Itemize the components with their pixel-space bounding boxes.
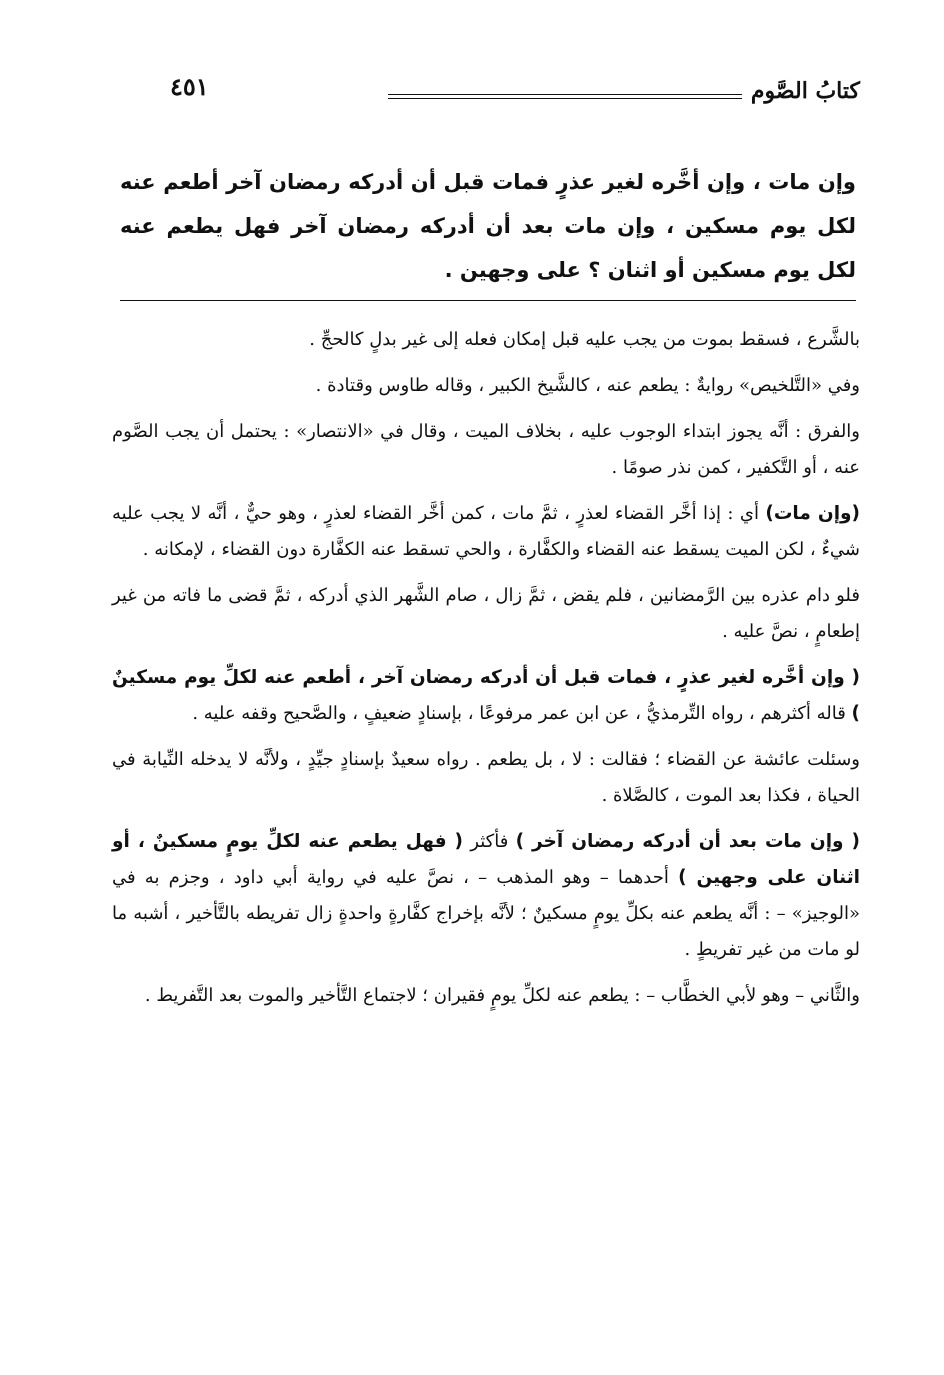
matn-quote: ( وإن مات بعد أن أدركه رمضان آخر ) [515,831,861,852]
paragraph: بالشَّرع ، فسقط بموت من يجب عليه قبل إمكان فعله إلى غير بدلٍ كالحجِّ . [309,329,860,350]
commentary-text: أي : إذا أخَّر القضاء لعذرٍ ، ثمَّ مات ، كمن أخَّر القضاء لعذرٍ ، وهو حيٌّ ، أنَّه لا يجب عليه شيءٌ ، لكن الميت يسقط عنه القضاء والكفَّارة ، والحي تسقط عنه الكفَّارة دون القضاء ، لإمكانه . [112,503,860,560]
page-header [160,68,860,118]
page-number: ٤٥١ [170,72,209,101]
matn-quote: ( وإن أخَّره لغير عذرٍ ، فمات قبل أن أدركه رمضان آخر ، أطعم عنه لكلِّ يوم مسكينٌ ) [112,667,860,724]
header-rule [388,94,742,99]
paragraph: فلو دام عذره بين الرَّمضانين ، فلم يقض ، ثمَّ زال ، صام الشَّهر الذي أدركه ، ثمَّ قضى ما فاته من غير إطعامٍ ، نصَّ عليه . [112,585,860,642]
matn-text: وإن مات ، وإن أخَّره لغير عذرٍ فمات قبل أن أدركه رمضان آخر أطعم عنه لكل يوم مسكين ، وإن مات بعد أن أدركه رمضان آخر فهل يطعم عنه لكل يوم مسكين أو اثنان ؟ على وجهين . [120,170,856,282]
matn-quote: (وإن مات) [765,503,860,524]
book-title: كتابُ الصَّوم [750,78,860,104]
paragraph: وفي «التَّلخيص» روايةٌ : يطعم عنه ، كالشَّيخ الكبير ، وقاله طاوس وقتادة . [315,375,860,396]
paragraph: وسئلت عائشة عن القضاء ؛ فقالت : لا ، بل يطعم . رواه سعيدٌ بإسنادٍ جيِّدٍ ، ولأنَّه لا يدخله النِّيابة في الحياة ، فكذا بعد الموت ، كالصَّلاة . [112,749,860,806]
matn-separator [120,300,856,301]
paragraph [112,660,860,732]
commentary-text: أحدهما – وهو المذهب – ، نصَّ عليه في رواية أبي داود ، وجزم به في «الوجيز» – : أنَّه يطعم عنه بكلِّ يومٍ مسكينٌ ؛ لأنَّه بإخراج كفَّارةٍ واحدةٍ زال تفريطه بالتَّأخير ، أشبه ما لو مات من غير تفريطٍ . [112,867,860,960]
commentary [112,322,860,1024]
paragraph [112,824,860,968]
matn-quote: ( فهل يطعم عنه لكلِّ يومٍ مسكينٌ ، أو اثنان على وجهين ) [112,831,860,888]
commentary-text: قاله أكثرهم ، رواه التِّرمذيُّ ، عن ابن عمر مرفوعًا ، بإسنادٍ ضعيفٍ ، والصَّحيح وقفه عليه . [192,703,852,724]
paragraph: والثَّاني – وهو لأبي الخطَّاب – : يطعم عنه لكلِّ يومٍ فقيران ؛ لاجتماع التَّأخير والموت بعد التَّفريط . [144,985,860,1006]
paragraph [112,496,860,568]
paragraph: والفرق : أنَّه يجوز ابتداء الوجوب عليه ، بخلاف الميت ، وقال في «الانتصار» : يحتمل أن يجب الصَّوم عنه ، أو التَّكفير ، كمن نذر صومًا . [112,421,860,478]
commentary-text: فأكثر [463,831,516,852]
